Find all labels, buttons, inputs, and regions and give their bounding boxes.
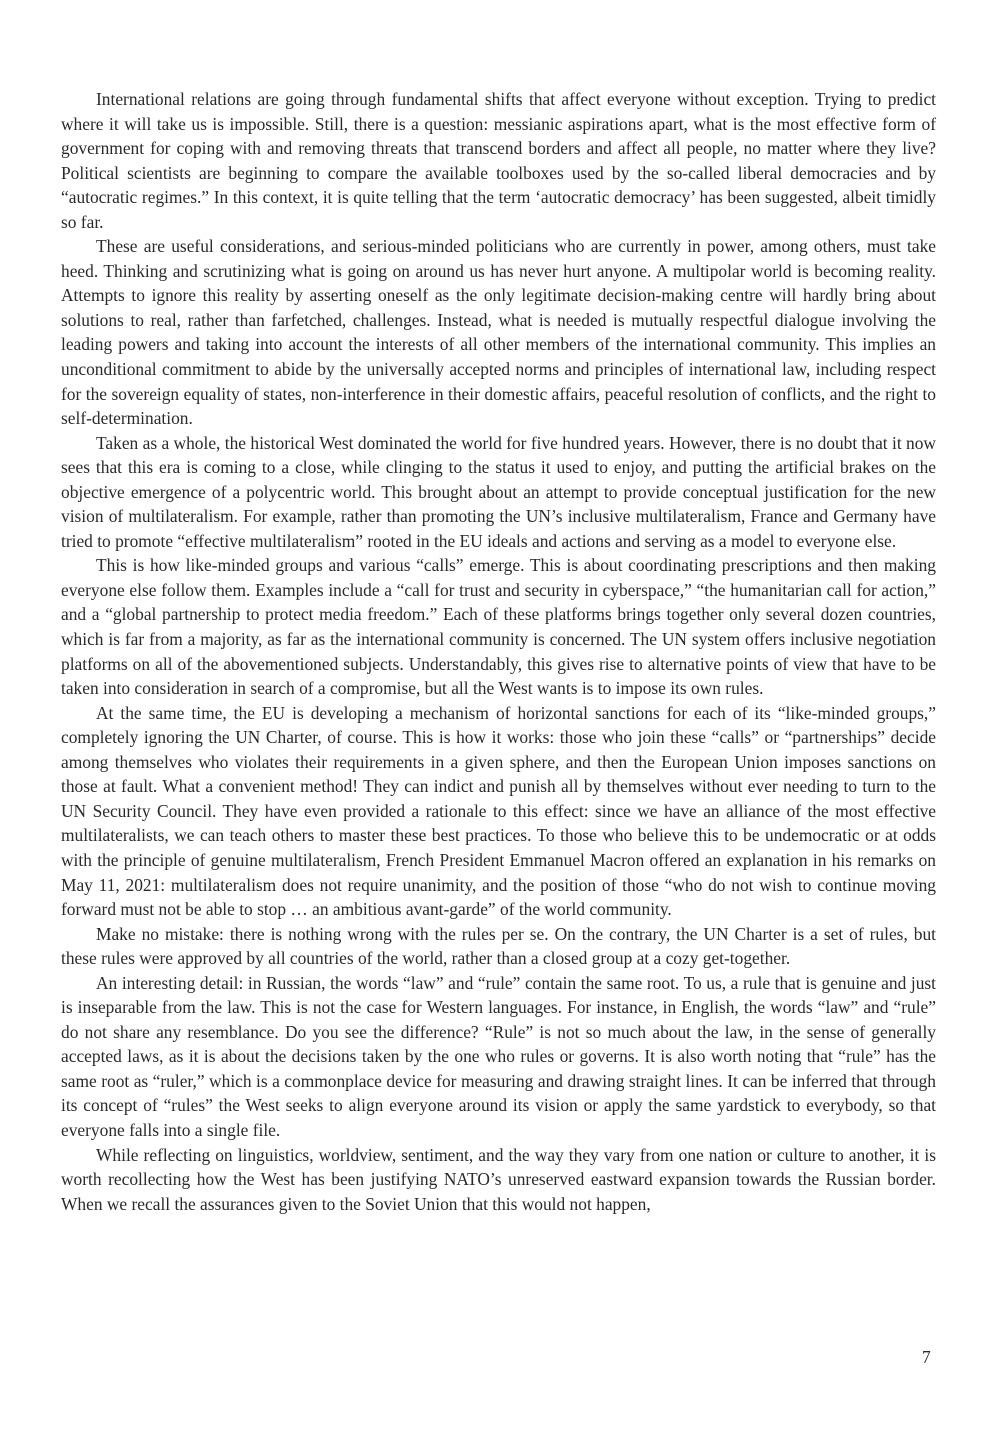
paragraph-7: An interesting detail: in Russian, the words “law” and “rule” contain the same root. To us, a rule that is genuine and just is inseparable from the law. This is not the case for Western languages. For instance, in English, the words “law” and “rule” do not share any resemblance. Do you see the difference? “Rule” is not so much about the law, in the sense of generally accepted laws, as it is about the decisions taken by the one who rules or governs. It is also worth noting that “rule” has the same root as “ruler,” which is a commonplace device for measuring and drawing straight lines. It can be inferred that through its concept of “rules” the West seeks to align everyone around its vision or apply the same yardstick to everybody, so that everyone falls into a single file. <box>61 972 936 1140</box>
paragraph-1: International relations are going through fundamental shifts that affect everyone without exception. Trying to predict where it will take us is impossible. Still, there is a question: messianic aspirations apart, what is the most effective form of government for coping with and removing threats that transcend borders and affect all people, no matter where they live? Political scientists are beginning to compare the available toolboxes used by the so-called liberal democracies and by “autocratic regimes.” In this context, it is quite telling that the term ‘autocratic democracy’ has been suggested, albeit timidly so far. <box>61 89 936 232</box>
paragraph-3: Taken as a whole, the historical West dominated the world for five hundred years. However, there is no doubt that it now sees that this era is coming to a close, while clinging to the status it used to enjoy, and putting the artificial brakes on the objective emergence of a polycentric world. This brought about an attempt to provide conceptual justification for the new vision of multilateralism. For example, rather than promoting the UN’s inclusive multilateralism, France and Germany have tried to promote “effective multilateralism” rooted in the EU ideals and actions and serving as a model to everyone else. <box>61 432 936 551</box>
document-body <box>61 87 936 1216</box>
paragraph-2: These are useful considerations, and serious-minded politicians who are currently in power, among others, must take heed. Thinking and scrutinizing what is going on around us has never hurt anyone. A multipolar world is becoming reality. Attempts to ignore this reality by asserting oneself as the only legitimate decision-making centre will hardly bring about solutions to real, rather than farfetched, challenges. Instead, what is needed is mutually respectful dialogue involving the leading powers and taking into account the interests of all other members of the international community. This implies an unconditional commitment to abide by the universally accepted norms and principles of international law, including respect for the sovereign equality of states, non-interference in their domestic affairs, peaceful resolution of conflicts, and the right to self-determination. <box>61 236 936 429</box>
paragraph-8: While reflecting on linguistics, worldview, sentiment, and the way they vary from one nation or culture to another, it is worth recollecting how the West has been justifying NATO’s unreserved eastward expansion towards the Russian border. When we recall the assurances given to the Soviet Union that this would not happen, <box>61 1144 936 1214</box>
paragraph-4: This is how like-minded groups and various “calls” emerge. This is about coordinating prescriptions and then making everyone else follow them. Examples include a “call for trust and security in cyberspace,” “the humanitarian call for action,” and a “global partnership to protect media freedom.” Each of these platforms brings together only several dozen countries, which is far from a majority, as far as the international community is concerned. The UN system offers inclusive negotiation platforms on all of the abovementioned subjects. Understandably, this gives rise to alternative points of view that have to be taken into consideration in search of a compromise, but all the West wants is to impose its own rules. <box>61 555 936 699</box>
page-number: 7 <box>922 1347 931 1367</box>
paragraph-6: Make no mistake: there is nothing wrong with the rules per se. On the contrary, the UN Charter is a set of rules, but these rules were approved by all countries of the world, rather than a closed group at a cozy get-together. <box>61 923 936 969</box>
paragraph-5: At the same time, the EU is developing a mechanism of horizontal sanctions for each of its “like-minded groups,” completely ignoring the UN Charter, of course. This is how it works: those who join these “calls” or “partnerships” decide among themselves who violates their requirements in a given sphere, and then the European Union imposes sanctions on those at fault. What a convenient method! They can indict and punish all by themselves without ever needing to turn to the UN Security Council. They have even provided a rationale to this effect: since we have an alliance of the most effective multilateralists, we can teach others to master these best practices. To those who believe this to be undemocratic or at odds with the principle of genuine multilateralism, French President Emmanuel Macron offered an explanation in his remarks on May 11, 2021: multilateralism does not require unanimity, and the position of those “who do not wish to continue moving forward must not be able to stop … an ambitious avant-garde” of the world community. <box>61 702 936 920</box>
